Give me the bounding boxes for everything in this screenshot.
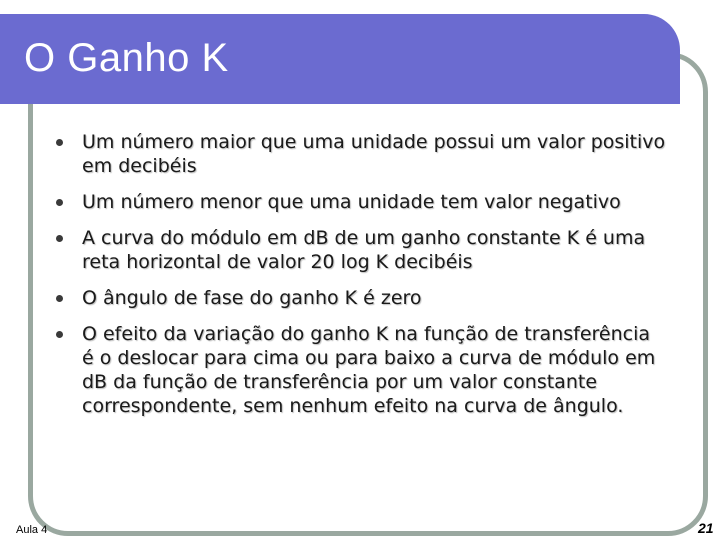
bullet-text: A curva do módulo em dB de um ganho constante K é uma reta horizontal de valor 20 log K decibéis: [82, 227, 646, 273]
bullet-item: [56, 190, 666, 214]
slide-title: O Ganho K: [24, 36, 229, 80]
bullet-text: O efeito da variação do ganho K na função de transferência é o deslocar para cima ou para baixo a curva de módulo em dB da função de transferência por um valor constante correspondente, sem nenhum efeito na curva de ângulo.: [82, 323, 656, 417]
bullet-dot-icon: [56, 235, 63, 242]
bullet-text: Um número menor que uma unidade tem valor negativo: [82, 191, 621, 213]
bullet-item: [56, 226, 666, 274]
bullet-dot-icon: [56, 295, 63, 302]
bullet-item: [56, 286, 666, 310]
bullet-dot-icon: [56, 139, 63, 146]
bullet-item: [56, 130, 666, 178]
bullet-dot-icon: [56, 331, 63, 338]
bullet-text: O ângulo de fase do ganho K é zero: [82, 287, 422, 309]
bullet-item: [56, 322, 666, 418]
bullet-dot-icon: [56, 199, 63, 206]
title-bar: [0, 14, 680, 104]
bullet-list: [56, 130, 666, 430]
page-number: 21: [698, 520, 714, 536]
footer-label: Aula 4: [16, 524, 48, 536]
bullet-text: Um número maior que uma unidade possui um valor positivo em decibéis: [82, 131, 666, 177]
